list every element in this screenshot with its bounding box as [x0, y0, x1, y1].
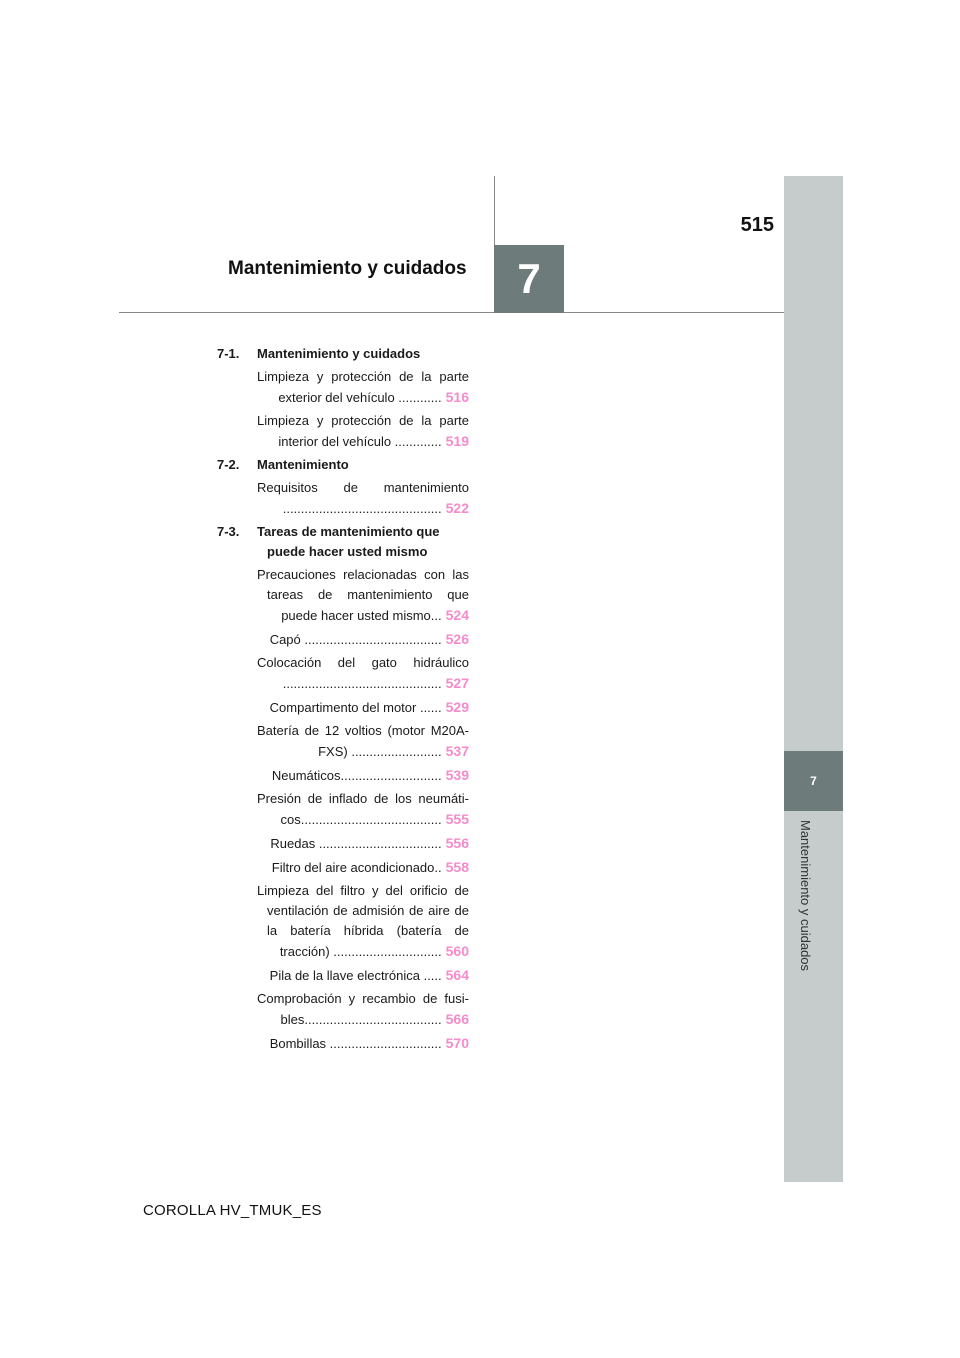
toc-entry-page-link[interactable]: 555 — [445, 811, 469, 827]
toc-entry-label: Colocación del gato hidráulico — [257, 655, 469, 670]
toc-entry-page-link[interactable]: 519 — [445, 433, 469, 449]
toc-entry-leader-dots: ..... — [419, 968, 442, 983]
toc-entry-label: Limpieza y protección de la parte exterior del vehículo — [257, 369, 469, 405]
toc-entry-leader-dots: ............................................ — [282, 501, 442, 516]
toc-section — [217, 455, 469, 475]
toc-entry-label: Neumáticos — [271, 768, 341, 783]
toc-entry[interactable] — [257, 965, 469, 986]
toc-entry[interactable] — [257, 565, 469, 626]
toc-entry-label: Precauciones relacionadas con las tareas de mantenimiento que puede hacer usted mismo — [257, 567, 469, 623]
toc-entry-label: Batería de 12 voltios (motor M20A-FXS) — [257, 723, 469, 759]
toc-entry[interactable] — [257, 881, 469, 962]
toc-section-title[interactable]: Mantenimiento — [257, 457, 349, 472]
toc-entry-leader-dots: ...... — [416, 700, 442, 715]
toc-entry[interactable] — [257, 1033, 469, 1054]
toc-entry[interactable] — [257, 478, 469, 519]
toc-entry-leader-dots: ....................................... — [300, 812, 442, 827]
toc-entry-page-link[interactable]: 526 — [445, 631, 469, 647]
side-strip — [784, 176, 843, 1182]
toc-entry-leader-dots: ...................................... — [304, 1012, 442, 1027]
toc-section-number: 7-2. — [217, 457, 240, 472]
toc-entry[interactable] — [257, 833, 469, 854]
toc-entry-label: Comprobación y recambio de fusi-bles — [257, 991, 469, 1027]
toc-entry[interactable] — [257, 653, 469, 694]
toc-entry-page-link[interactable]: 556 — [445, 835, 469, 851]
toc-entry[interactable] — [257, 789, 469, 830]
toc-entry-leader-dots: ............................... — [326, 1036, 442, 1051]
toc-section — [217, 522, 469, 562]
chapter-number-box: 7 — [494, 245, 564, 313]
toc-entry-page-link[interactable]: 564 — [445, 967, 469, 983]
toc-entry-label: Pila de la llave electrónica — [269, 968, 420, 983]
toc-entry[interactable] — [257, 697, 469, 718]
toc-entry-page-link[interactable]: 527 — [445, 675, 469, 691]
toc-entry-leader-dots: .............................. — [329, 944, 442, 959]
toc-section-title[interactable]: Mantenimiento y cuidados — [257, 346, 421, 361]
toc-entry-page-link[interactable]: 522 — [445, 500, 469, 516]
toc-entry-page-link[interactable]: 558 — [445, 859, 469, 875]
toc-section-number: 7-1. — [217, 346, 240, 361]
toc-entry-leader-dots: .................................. — [315, 836, 442, 851]
toc-entry-page-link[interactable]: 537 — [445, 743, 469, 759]
toc-entry-label: Bombillas — [269, 1036, 327, 1051]
toc-section — [217, 344, 469, 364]
page-number: 515 — [740, 214, 774, 236]
toc-entry-label: Limpieza y protección de la parte interior del vehículo — [257, 413, 469, 449]
toc-entry-page-link[interactable]: 516 — [445, 389, 469, 405]
toc-entry-label: Compartimento del motor — [269, 700, 417, 715]
toc-entry-leader-dots: ............. — [391, 434, 442, 449]
toc-entry-leader-dots: ............................ — [340, 768, 442, 783]
header-vertical-rule — [494, 176, 495, 246]
toc-entry[interactable] — [257, 765, 469, 786]
toc-entry-leader-dots: ...................................... — [300, 632, 442, 647]
toc-entry-label: Requisitos de mantenimiento — [257, 480, 469, 495]
toc-entry-leader-dots: ............ — [394, 390, 442, 405]
toc-entry-label: Filtro del aire acondicionado — [271, 860, 435, 875]
side-chapter-label: Mantenimiento y cuidados — [798, 820, 813, 972]
table-of-contents — [217, 344, 469, 1054]
footer-document-code: COROLLA HV_TMUK_ES — [143, 1202, 322, 1219]
toc-entry-page-link[interactable]: 570 — [445, 1035, 469, 1051]
toc-entry[interactable] — [257, 989, 469, 1030]
toc-entry-label: Limpieza del filtro y del orificio de ventilación de admisión de aire de la batería híbrida (batería de tracción) — [257, 883, 469, 959]
toc-entry[interactable] — [257, 721, 469, 762]
toc-entry-label: Capó — [269, 632, 301, 647]
toc-entry[interactable] — [257, 367, 469, 408]
toc-entry-leader-dots: ............................................ — [282, 676, 442, 691]
toc-section-number: 7-3. — [217, 524, 240, 539]
header-horizontal-rule — [119, 312, 784, 313]
toc-entry-leader-dots: ......................... — [347, 744, 442, 759]
toc-entry[interactable] — [257, 629, 469, 650]
toc-entry-page-link[interactable]: 524 — [445, 607, 469, 623]
toc-entry-label: Ruedas — [270, 836, 316, 851]
chapter-title: Mantenimiento y cuidados — [228, 258, 467, 279]
toc-entry-leader-dots: ... — [430, 608, 442, 623]
toc-section-title[interactable]: Tareas de mantenimiento que puede hacer usted mismo — [257, 524, 440, 559]
toc-entry[interactable] — [257, 857, 469, 878]
toc-entry-leader-dots: .. — [434, 860, 442, 875]
toc-entry[interactable] — [257, 411, 469, 452]
toc-entry-label: Presión de inflado de los neumáti-cos — [257, 791, 469, 827]
toc-entry-page-link[interactable]: 539 — [445, 767, 469, 783]
toc-entry-page-link[interactable]: 560 — [445, 943, 469, 959]
toc-entry-page-link[interactable]: 566 — [445, 1011, 469, 1027]
side-chapter-tab[interactable]: 7 — [784, 751, 843, 811]
toc-entry-page-link[interactable]: 529 — [445, 699, 469, 715]
